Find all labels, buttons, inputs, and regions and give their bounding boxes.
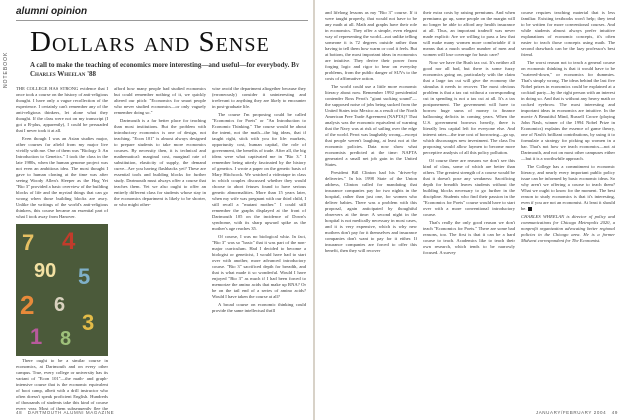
author-bio: CHARLES WHEELAN is director of policy and communications for Chicago Metropolis 2020, a nonprofit organization advocating better regional policies in the Chicago area. He is a former Midwest correspondent for The Economist. — [521, 214, 615, 243]
page-number: 48 — [16, 410, 23, 415]
paragraph: and lifelong lessons as my "Bio 3" course. If it were taught properly, that would not have to be any math at all. Math and graphs have their role in economics. They offer a simple, even elegant way of representing the world—not unlike telling someone it is 72 degrees outside rather than having to tell them how warm or cool it feels. But at bottom, the most important ideas in economics are intuitive. They derive their power from forging logic and rigor to bear on everyday problems, from the public danger of SUVs to the costs of affirmative action. — [325, 10, 417, 81]
paragraph: course requires teaching material that is less familiar. Existing textbooks won't help; they tend to be written for more conventional courses. And while students almost always prefer intuitive explanations of economic concepts, it's often easier to teach those concepts using math. The second drawback can be the lazy professor's best friend. — [521, 10, 615, 57]
illustration-digit: 1 — [30, 324, 43, 349]
paragraph: The course I'm proposing could be called "Economics for Poets" or "An Introduction to Economic Thinking." The course would be about the intent, not the math—the big ideas, that if taught right, stick with you for life: markets, opportunity cost, human capital, the role of government, the benefits of trade. After all, the big ideas were what captivated me in "Bio 3." I remember being utterly fascinated by the history of genetics. I wrote a paper on the genetic basis of Mary Hitchcock. We watched a videotape in class in which couples discussed whether they would choose to abort fetuses found to have serious genetic abnormalities. More than 15 years later, when my wife was pregnant with our third child, I still recall a "mutant mother." I could still remember the graphs displayed at the front of Dartmouth 105 on the incidence of Down's syndrome, with its sharp upward spike as the mother's age reaches 35. — [212, 112, 306, 231]
paragraph: wise avoid the department altogether because they (erroneously) consider it uninteresting and irrelevant to anything they are likely to encounter in post-graduate life. — [212, 86, 306, 109]
paragraph: The world could use a little more economic literacy about now. Remember 1992 presidential contender Ross Perot's "giant sucking sound"—the supposed noise of jobs being sucked from the United States into Mexico as a result of the North American Free Trade Agreement (NAFTA)? That analysis was the economic equivalent of warning that the Navy was at risk of sailing over the edge of the world. Perot was laughably wrong—except that people weren't laughing, at least not at the economic policies. Data now show what economists predicted at the time: NAFTA generated a small net job gain in the United States. — [325, 84, 417, 167]
article-illustration — [16, 224, 108, 356]
paragraph: Now we have the Bush tax cut. It's neither all good nor all bad, but there is some fuzzy economics going on, particularly with the claim that a large tax cut will give the economy the stimulus it needs to recover. The most obvious problem is that a tax cut without a corresponding cut in spending is not a tax cut at all. It's a tax postponement. The government will have to borrow huge sums of money to finance ballooning deficits in coming years. When the U.S. government borrows heavily, there is literally less capital left for everyone else. And interest rates—the true cost of borrowing—go up, which discourages new investment. The class I'm proposing would allow laymen to become more perceptive analysts of all this policy pollution. — [423, 60, 515, 155]
illustration-digit: 8 — [60, 328, 72, 350]
deck-text: A call to make the teaching of economics more interesting—and useful—for everybody. — [30, 61, 290, 69]
paragraph: That's really the only good reason we don't teach "Economics for Poets." There are some bad reasons, too. The first is that it can be a hard course to teach. Academics like to teach their own research, which tends to be narrowly focused. A survey — [423, 220, 515, 255]
paragraph: President Bill Clinton had his "driver-by deliveries." In his 1998 State of the Union address, Clinton called for mandating that insurance companies pay for two nights in the hospital, rather than just one, for women who deliver babies. There was a problem with this proposal, again anticipated by thoughtful observers at the time: A second night in the hospital is not medically necessary in most cases, and it is very expensive, which is why new mothers don't pay for it themselves and insurance companies don't want to pay for it either. If insurance companies are forced to offer this benefit, then they will recover — [325, 170, 417, 253]
right-column-3 — [521, 10, 615, 410]
paragraph: There ought to be a similar course in economics, at Dartmouth and on every other campus. True, every college or university has its variant of "Econ 101"—the math- and graph-intensive course that is the economic equivalent of boot camp, albeit with a drill instructor who often doesn't speak proficient English. Hundreds of thousands of students take this kind of course every year. Most of them subsequently flee the — [16, 358, 108, 410]
paragraph: THE COLLEGE HAS STRONG evidence that I once took a course on the history of anti-religious thought. I have only a vague recollection of the experience. I certainly can't remember any of the anti-religious thinkers, let alone what they thought. If the class were not on my transcript (I got a B-plus, apparently), I could be persuaded that I never took it at all. — [16, 86, 108, 133]
left-column-1 — [16, 86, 108, 222]
paragraph: Of course, I was no biological whiz. In fact, "Bio 3" was so "basic" that it was part of the non-major curriculum. Had I decided to become a biologist or geneticist, I would have had to start over with another, more advanced introductory course. "Bio 3" sacrificed depth for breadth, and that is what made it so wonderful. Would I have enjoyed "Bio 3" as much if I had been forced to memorize the amino acids that make up RNA? Or be on the tail end of a series of amino acids? Would I have taken the course at all? — [212, 234, 306, 299]
right-column-1 — [325, 10, 417, 410]
illustration-digit: 5 — [78, 264, 91, 289]
paragraph: Of course there are reasons we don't see this kind of class, some of which are better than others. The greatest strength of a course would be that it doesn't pose any weakness: Sacrificing depth for breadth leaves students without the building blocks necessary to go further in the discipline. Students who find their passion in the "Economics for Poets" course would have to start over with a more conventional introductory course. — [423, 158, 515, 217]
closing-paragraph: The College has a commitment to economic literacy, and nearly every important public policy issue can be informed by basic economic ideas. So why aren't we offering a course to teach them? What we ought to know for the moment. The best reason to study economics is that it's interesting, even if you are not an economist. At least it should be. — [521, 164, 615, 211]
paragraph: A broad course on economic thinking could provide the same intellectual thrill — [212, 302, 306, 313]
illustration-digit: 3 — [82, 310, 95, 335]
page-number: 49 — [611, 410, 618, 415]
paragraph: their extra costs by raising premiums. And when premiums go up, some people on the margin will no longer be able to afford any health insurance at all. Thus, an important tradeoff was never made explicit: Are we willing to pass a law that will make many women more comfortable if it means that a much smaller number of men and women will lose coverage for basic care? — [423, 10, 515, 57]
left-footer — [16, 410, 114, 415]
article-title: Dollars and Sense — [30, 26, 270, 58]
left-column-3 — [212, 86, 306, 410]
paragraph — [521, 164, 615, 212]
paragraph: afford how many people had studied economics but could remember nothing of it, we quickly altered our pitch: "Economics for smart people who never studied economics—or only vaguely remember doing so." — [114, 86, 206, 115]
end-mark-icon — [528, 207, 532, 211]
left-column-1-cont — [16, 358, 108, 410]
byline: By Charles Wheelan '88 — [30, 61, 300, 78]
illustration-digit: 90 — [34, 260, 57, 282]
article-deck — [30, 61, 300, 78]
illustration-digit: 7 — [22, 230, 35, 255]
magazine-name: DARTMOUTH ALUMNI MAGAZINE — [27, 410, 115, 415]
section-tag: alumni opinion — [16, 6, 88, 17]
paragraph: Dartmouth is a far better place for teaching than most institutions. But the problem with introductory economics is one of design, not teaching. "Econ 101" is almost always designed to prepare students to take more economics courses. By necessity then, it is technical and mathematical: marginal cost, marginal rate of substitution, elasticity of supply, the demand curve...Are you having flashbacks yet? These are essential tools and building blocks for further study. Dartmouth must always offer a course that teaches them. Yet we also ought to offer an entirely different class for students whose stay in the economics department is likely to be shorter, or who might other- — [114, 118, 206, 207]
sidebar-label: NOTEBOOK — [3, 51, 9, 88]
illustration-digit: 2 — [20, 290, 35, 320]
paragraph: The worst reason not to teach a general course on economic thinking is that it would have to be "watered-down," or economics for dummies. That's simply wrong. The ideas behind the last five Nobel prizes in economics could be explained at a cocktail party—by the right person with an interest in doing so. And that is without any heavy math or cocked eyebrow. The most interesting and important ideas in economics are intuitive. In the movie A Beautiful Mind, Russell Crowe (playing John Nash, winner of the 1994 Nobel Prize in Economics) explains the essence of game theory, one of Nash's brilliant contributions, by using it to formulate a strategy for picking up women in a bar. That's not how we teach economics—not at Dartmouth, and not on most other campuses either—but it is a worthwhile approach. — [521, 60, 615, 161]
illustration-digit: 4 — [62, 228, 76, 255]
right-column-2 — [423, 10, 515, 410]
header-rule — [16, 20, 308, 21]
issue-date: JANUARY/FEBRUARY 2004 — [535, 410, 607, 415]
right-page — [315, 0, 628, 420]
right-footer — [536, 410, 618, 415]
left-page — [0, 0, 313, 420]
paragraph: Even though I was an Asian studies major, other courses far afield from my major live vividly with me. One of them was "Biology 3: An Introduction to Genetics." I took the class in the late 1980s, when the human genome project was not even an ambitious idea. The most thought I gave to human cloning at the time was after seeing Woody Allen's Sleeper as the Hog Yet "Bio 3" provided a basic overview of the building blocks of life and the myriad things that can go wrong when those building blocks are awry. Unlike the writings of the world's anti-religious thinkers, this course became an essential part of what I took away from Hanover. — [16, 136, 108, 219]
illustration-digit: 6 — [54, 294, 66, 316]
left-column-2 — [114, 86, 206, 410]
